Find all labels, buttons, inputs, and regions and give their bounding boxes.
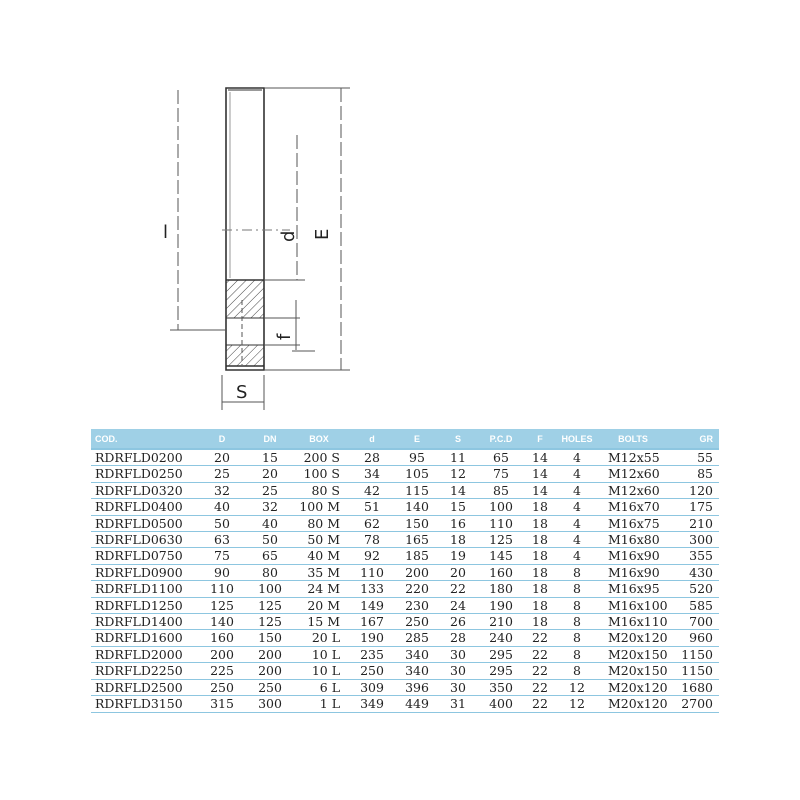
cell-box: 20 M bbox=[290, 597, 348, 613]
cell-D: 32 bbox=[194, 482, 250, 498]
cell-E: 165 bbox=[396, 532, 438, 548]
cell-cod: RDRFLD2500 bbox=[91, 679, 194, 695]
cell-E: 185 bbox=[396, 548, 438, 564]
cell-holes: 8 bbox=[556, 614, 598, 630]
cell-DN: 50 bbox=[250, 532, 290, 548]
cell-E: 105 bbox=[396, 466, 438, 482]
cell-pcd: 65 bbox=[478, 449, 524, 466]
cell-cod: RDRFLD0400 bbox=[91, 499, 194, 515]
cell-pcd: 190 bbox=[478, 597, 524, 613]
cell-bolts: M12x55 bbox=[598, 449, 668, 466]
col-header-F: F bbox=[524, 429, 556, 449]
cell-bolts: M16x90 bbox=[598, 548, 668, 564]
table-row bbox=[91, 482, 719, 498]
cell-box: 20 L bbox=[290, 630, 348, 646]
cell-E: 340 bbox=[396, 663, 438, 679]
table-row bbox=[91, 696, 719, 712]
cell-bolts: M16x100 bbox=[598, 597, 668, 613]
cell-DN: 20 bbox=[250, 466, 290, 482]
cell-F: 14 bbox=[524, 449, 556, 466]
table-row bbox=[91, 564, 719, 580]
cell-holes: 4 bbox=[556, 548, 598, 564]
cell-box: 10 L bbox=[290, 663, 348, 679]
cell-gr: 1150 bbox=[668, 663, 719, 679]
cell-DN: 80 bbox=[250, 564, 290, 580]
cell-holes: 8 bbox=[556, 581, 598, 597]
dim-label-f: f bbox=[274, 333, 295, 340]
cell-gr: 960 bbox=[668, 630, 719, 646]
cell-box: 100 S bbox=[290, 466, 348, 482]
table-row bbox=[91, 532, 719, 548]
cell-box: 6 L bbox=[290, 679, 348, 695]
cell-box: 40 M bbox=[290, 548, 348, 564]
cell-bolts: M16x70 bbox=[598, 499, 668, 515]
cell-pcd: 400 bbox=[478, 696, 524, 712]
cell-bolts: M20x150 bbox=[598, 646, 668, 662]
cell-F: 14 bbox=[524, 482, 556, 498]
dim-label-l: l bbox=[163, 222, 169, 243]
table-row bbox=[91, 630, 719, 646]
cell-pcd: 100 bbox=[478, 499, 524, 515]
cell-F: 18 bbox=[524, 597, 556, 613]
cell-box: 15 M bbox=[290, 614, 348, 630]
cell-cod: RDRFLD0900 bbox=[91, 564, 194, 580]
cell-holes: 8 bbox=[556, 663, 598, 679]
col-header-cod: COD. bbox=[91, 429, 194, 449]
hatch-upper bbox=[226, 280, 264, 318]
cell-bolts: M20x120 bbox=[598, 696, 668, 712]
cell-d: 42 bbox=[348, 482, 396, 498]
cell-D: 63 bbox=[194, 532, 250, 548]
table-row bbox=[91, 663, 719, 679]
table-row bbox=[91, 466, 719, 482]
cell-DN: 25 bbox=[250, 482, 290, 498]
cell-S: 30 bbox=[438, 646, 478, 662]
cell-S: 18 bbox=[438, 532, 478, 548]
cell-D: 50 bbox=[194, 515, 250, 531]
cell-D: 315 bbox=[194, 696, 250, 712]
cell-E: 150 bbox=[396, 515, 438, 531]
cell-d: 92 bbox=[348, 548, 396, 564]
cell-pcd: 85 bbox=[478, 482, 524, 498]
cell-d: 149 bbox=[348, 597, 396, 613]
cell-E: 285 bbox=[396, 630, 438, 646]
cell-box: 80 M bbox=[290, 515, 348, 531]
cell-DN: 32 bbox=[250, 499, 290, 515]
cell-gr: 355 bbox=[668, 548, 719, 564]
table-row bbox=[91, 646, 719, 662]
col-header-gr: GR bbox=[668, 429, 719, 449]
col-header-S: S bbox=[438, 429, 478, 449]
cell-E: 340 bbox=[396, 646, 438, 662]
col-header-holes: HOLES bbox=[556, 429, 598, 449]
cell-d: 34 bbox=[348, 466, 396, 482]
cell-bolts: M20x120 bbox=[598, 679, 668, 695]
cell-d: 28 bbox=[348, 449, 396, 466]
cell-gr: 430 bbox=[668, 564, 719, 580]
cell-cod: RDRFLD0200 bbox=[91, 449, 194, 466]
cell-holes: 12 bbox=[556, 679, 598, 695]
cell-d: 349 bbox=[348, 696, 396, 712]
cell-F: 18 bbox=[524, 614, 556, 630]
cell-DN: 125 bbox=[250, 597, 290, 613]
cell-cod: RDRFLD1400 bbox=[91, 614, 194, 630]
col-header-pcd: P.C.D bbox=[478, 429, 524, 449]
cell-pcd: 110 bbox=[478, 515, 524, 531]
cell-E: 230 bbox=[396, 597, 438, 613]
cell-S: 12 bbox=[438, 466, 478, 482]
cell-cod: RDRFLD1250 bbox=[91, 597, 194, 613]
cell-D: 225 bbox=[194, 663, 250, 679]
cell-DN: 200 bbox=[250, 663, 290, 679]
cell-gr: 585 bbox=[668, 597, 719, 613]
cell-gr: 1150 bbox=[668, 646, 719, 662]
cell-F: 22 bbox=[524, 696, 556, 712]
cell-holes: 4 bbox=[556, 499, 598, 515]
cell-cod: RDRFLD0250 bbox=[91, 466, 194, 482]
cell-cod: RDRFLD2250 bbox=[91, 663, 194, 679]
cell-gr: 2700 bbox=[668, 696, 719, 712]
table-header-row bbox=[91, 429, 719, 449]
col-header-d: d bbox=[348, 429, 396, 449]
cell-d: 235 bbox=[348, 646, 396, 662]
cell-cod: RDRFLD0500 bbox=[91, 515, 194, 531]
cell-F: 18 bbox=[524, 548, 556, 564]
cell-F: 22 bbox=[524, 630, 556, 646]
table-row bbox=[91, 614, 719, 630]
cell-F: 18 bbox=[524, 515, 556, 531]
cell-holes: 8 bbox=[556, 630, 598, 646]
cell-gr: 210 bbox=[668, 515, 719, 531]
cell-pcd: 180 bbox=[478, 581, 524, 597]
flange-profile bbox=[226, 88, 264, 370]
cell-S: 19 bbox=[438, 548, 478, 564]
table-row bbox=[91, 679, 719, 695]
cell-cod: RDRFLD2000 bbox=[91, 646, 194, 662]
cell-F: 14 bbox=[524, 466, 556, 482]
dim-label-S: S bbox=[236, 382, 248, 403]
cell-S: 28 bbox=[438, 630, 478, 646]
cell-DN: 100 bbox=[250, 581, 290, 597]
cell-d: 250 bbox=[348, 663, 396, 679]
cell-S: 14 bbox=[438, 482, 478, 498]
cell-D: 25 bbox=[194, 466, 250, 482]
cell-box: 35 M bbox=[290, 564, 348, 580]
cell-pcd: 75 bbox=[478, 466, 524, 482]
cell-bolts: M16x75 bbox=[598, 515, 668, 531]
cell-d: 110 bbox=[348, 564, 396, 580]
cell-pcd: 295 bbox=[478, 663, 524, 679]
cell-holes: 4 bbox=[556, 449, 598, 466]
flange-spec-table bbox=[91, 429, 719, 713]
col-header-bolts: BOLTS bbox=[598, 429, 668, 449]
cell-pcd: 145 bbox=[478, 548, 524, 564]
cell-bolts: M20x150 bbox=[598, 663, 668, 679]
cell-gr: 1680 bbox=[668, 679, 719, 695]
cell-box: 80 S bbox=[290, 482, 348, 498]
cell-F: 22 bbox=[524, 679, 556, 695]
cell-d: 309 bbox=[348, 679, 396, 695]
cell-D: 20 bbox=[194, 449, 250, 466]
dim-label-d: d bbox=[278, 230, 299, 242]
cell-gr: 55 bbox=[668, 449, 719, 466]
cell-E: 449 bbox=[396, 696, 438, 712]
cell-E: 140 bbox=[396, 499, 438, 515]
cell-bolts: M16x95 bbox=[598, 581, 668, 597]
cell-DN: 250 bbox=[250, 679, 290, 695]
cell-bolts: M16x110 bbox=[598, 614, 668, 630]
cell-S: 15 bbox=[438, 499, 478, 515]
cell-holes: 8 bbox=[556, 646, 598, 662]
col-header-box: BOX bbox=[290, 429, 348, 449]
cell-cod: RDRFLD0750 bbox=[91, 548, 194, 564]
cell-S: 16 bbox=[438, 515, 478, 531]
col-header-E: E bbox=[396, 429, 438, 449]
cell-holes: 4 bbox=[556, 482, 598, 498]
cell-F: 18 bbox=[524, 581, 556, 597]
cell-cod: RDRFLD1600 bbox=[91, 630, 194, 646]
dim-label-E: E bbox=[312, 228, 333, 240]
cell-holes: 12 bbox=[556, 696, 598, 712]
cell-E: 220 bbox=[396, 581, 438, 597]
cell-cod: RDRFLD3150 bbox=[91, 696, 194, 712]
cell-bolts: M16x90 bbox=[598, 564, 668, 580]
cell-F: 18 bbox=[524, 564, 556, 580]
cell-D: 75 bbox=[194, 548, 250, 564]
cell-D: 90 bbox=[194, 564, 250, 580]
cell-F: 22 bbox=[524, 663, 556, 679]
table-row bbox=[91, 515, 719, 531]
hatch-lower bbox=[226, 345, 264, 366]
cell-pcd: 240 bbox=[478, 630, 524, 646]
cell-pcd: 350 bbox=[478, 679, 524, 695]
cell-S: 20 bbox=[438, 564, 478, 580]
cell-gr: 85 bbox=[668, 466, 719, 482]
cell-S: 30 bbox=[438, 679, 478, 695]
cell-box: 1 L bbox=[290, 696, 348, 712]
table-row bbox=[91, 548, 719, 564]
cell-bolts: M12x60 bbox=[598, 482, 668, 498]
col-header-DN: DN bbox=[250, 429, 290, 449]
cell-box: 24 M bbox=[290, 581, 348, 597]
cell-d: 78 bbox=[348, 532, 396, 548]
cell-box: 100 M bbox=[290, 499, 348, 515]
cell-d: 51 bbox=[348, 499, 396, 515]
cell-gr: 300 bbox=[668, 532, 719, 548]
cell-D: 125 bbox=[194, 597, 250, 613]
cell-DN: 200 bbox=[250, 646, 290, 662]
cell-F: 22 bbox=[524, 646, 556, 662]
cell-cod: RDRFLD1100 bbox=[91, 581, 194, 597]
cell-pcd: 210 bbox=[478, 614, 524, 630]
cell-D: 160 bbox=[194, 630, 250, 646]
cell-d: 167 bbox=[348, 614, 396, 630]
cell-box: 50 M bbox=[290, 532, 348, 548]
cell-holes: 4 bbox=[556, 532, 598, 548]
cell-S: 11 bbox=[438, 449, 478, 466]
cell-DN: 40 bbox=[250, 515, 290, 531]
cell-S: 30 bbox=[438, 663, 478, 679]
cell-DN: 300 bbox=[250, 696, 290, 712]
cell-S: 24 bbox=[438, 597, 478, 613]
cell-E: 396 bbox=[396, 679, 438, 695]
cell-pcd: 125 bbox=[478, 532, 524, 548]
cell-F: 18 bbox=[524, 499, 556, 515]
cell-E: 95 bbox=[396, 449, 438, 466]
cell-holes: 4 bbox=[556, 515, 598, 531]
cell-F: 18 bbox=[524, 532, 556, 548]
cell-S: 22 bbox=[438, 581, 478, 597]
cell-holes: 8 bbox=[556, 597, 598, 613]
cell-holes: 4 bbox=[556, 466, 598, 482]
cell-bolts: M20x120 bbox=[598, 630, 668, 646]
cell-pcd: 295 bbox=[478, 646, 524, 662]
cell-cod: RDRFLD0320 bbox=[91, 482, 194, 498]
cell-E: 200 bbox=[396, 564, 438, 580]
cell-DN: 150 bbox=[250, 630, 290, 646]
cell-gr: 700 bbox=[668, 614, 719, 630]
cell-d: 190 bbox=[348, 630, 396, 646]
cell-d: 133 bbox=[348, 581, 396, 597]
cell-D: 200 bbox=[194, 646, 250, 662]
col-header-D: D bbox=[194, 429, 250, 449]
table-row bbox=[91, 499, 719, 515]
cell-DN: 65 bbox=[250, 548, 290, 564]
cell-gr: 120 bbox=[668, 482, 719, 498]
cell-bolts: M12x60 bbox=[598, 466, 668, 482]
cell-pcd: 160 bbox=[478, 564, 524, 580]
cell-D: 110 bbox=[194, 581, 250, 597]
cell-DN: 15 bbox=[250, 449, 290, 466]
cell-cod: RDRFLD0630 bbox=[91, 532, 194, 548]
cell-S: 26 bbox=[438, 614, 478, 630]
cell-holes: 8 bbox=[556, 564, 598, 580]
cell-DN: 125 bbox=[250, 614, 290, 630]
cell-E: 115 bbox=[396, 482, 438, 498]
cell-E: 250 bbox=[396, 614, 438, 630]
cell-gr: 175 bbox=[668, 499, 719, 515]
table-row bbox=[91, 597, 719, 613]
cell-D: 40 bbox=[194, 499, 250, 515]
cell-bolts: M16x80 bbox=[598, 532, 668, 548]
cell-D: 250 bbox=[194, 679, 250, 695]
table-row bbox=[91, 581, 719, 597]
cell-box: 10 L bbox=[290, 646, 348, 662]
cell-gr: 520 bbox=[668, 581, 719, 597]
cell-box: 200 S bbox=[290, 449, 348, 466]
cell-S: 31 bbox=[438, 696, 478, 712]
table-row bbox=[91, 449, 719, 466]
cell-d: 62 bbox=[348, 515, 396, 531]
cell-D: 140 bbox=[194, 614, 250, 630]
